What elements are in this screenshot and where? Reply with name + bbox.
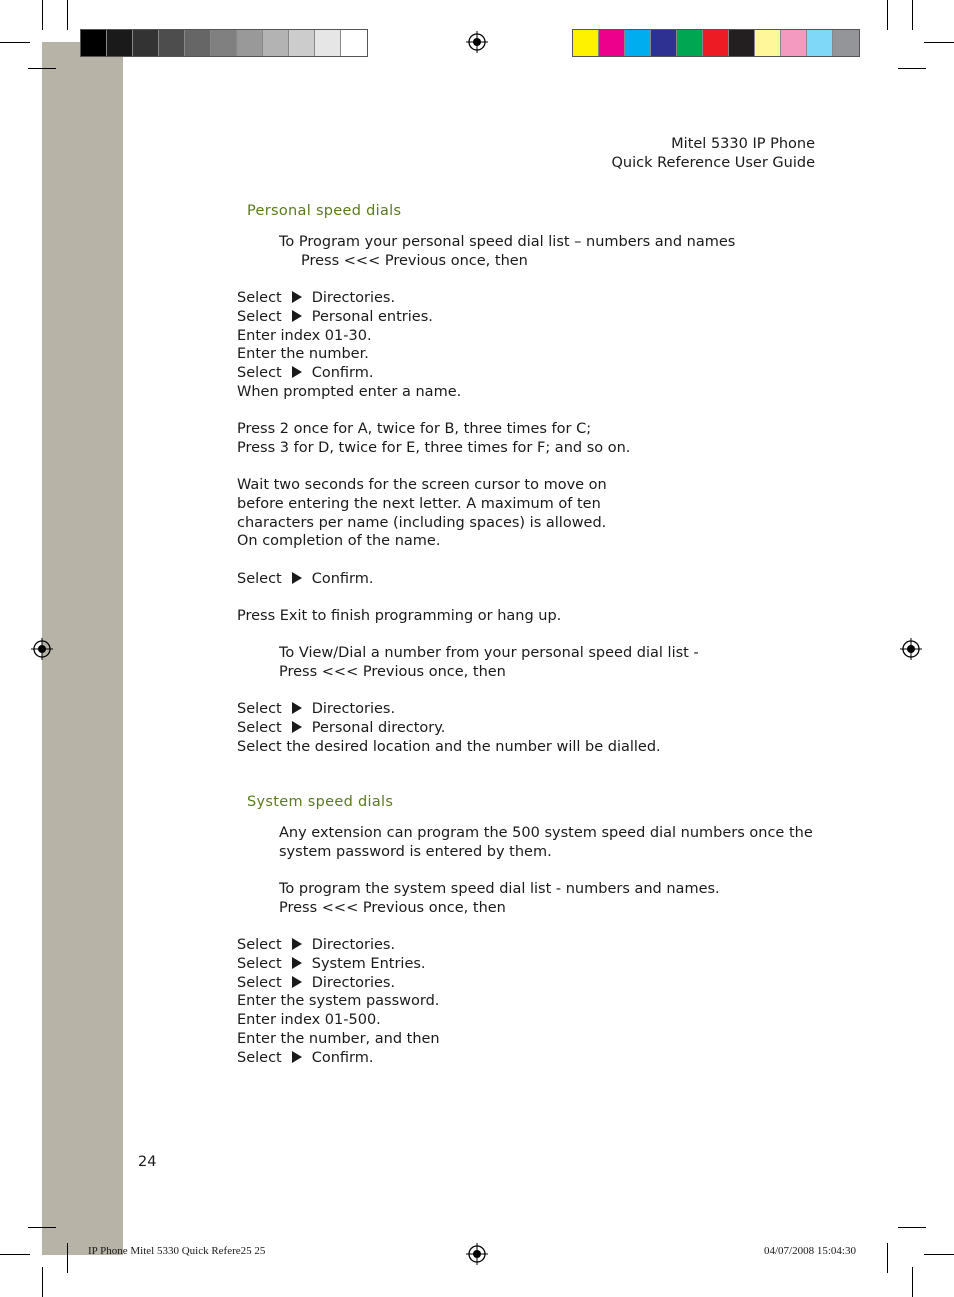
step-line bbox=[237, 1030, 440, 1049]
crop-mark bbox=[924, 1254, 954, 1255]
calibration-swatch bbox=[573, 30, 599, 56]
crop-mark bbox=[42, 0, 43, 30]
calibration-swatch bbox=[755, 30, 781, 56]
sidebar-strip bbox=[42, 42, 123, 1255]
wait-line: characters per name (including spaces) is allowed. bbox=[237, 515, 607, 531]
personal-speed-dials-heading: Personal speed dials bbox=[247, 203, 402, 219]
view-intro: To View/Dial a number from your personal speed dial list - bbox=[279, 645, 699, 661]
step-text: System Entries. bbox=[311, 955, 426, 972]
select-arrow-icon bbox=[292, 291, 302, 303]
calibration-swatch bbox=[833, 30, 859, 56]
step-line bbox=[237, 1049, 374, 1068]
calibration-swatch bbox=[133, 30, 159, 56]
step-line bbox=[237, 327, 372, 346]
step-line bbox=[237, 936, 395, 955]
calibration-swatch bbox=[107, 30, 133, 56]
system-program-line: To program the system speed dial list - numbers and names. bbox=[279, 881, 720, 897]
select-word: Select bbox=[237, 955, 282, 972]
select-arrow-icon bbox=[292, 938, 302, 950]
crop-mark bbox=[42, 1267, 43, 1297]
calibration-swatch bbox=[237, 30, 263, 56]
grayscale-calibration-strip bbox=[80, 29, 368, 57]
step-line bbox=[237, 364, 374, 383]
select-arrow-icon bbox=[292, 310, 302, 322]
select-arrow-icon bbox=[292, 572, 302, 584]
select-arrow-icon bbox=[292, 702, 302, 714]
select-word: Select bbox=[237, 290, 282, 306]
exit-line: Press Exit to finish programming or hang up. bbox=[237, 608, 562, 624]
confirm-step bbox=[237, 570, 374, 589]
step-text: Enter index 01-500. bbox=[237, 1012, 381, 1029]
step-line bbox=[237, 289, 395, 308]
step-text: Enter the number. bbox=[237, 346, 369, 363]
crop-mark bbox=[912, 0, 913, 30]
calibration-swatch bbox=[341, 30, 367, 56]
crop-mark bbox=[28, 1227, 56, 1228]
step-line bbox=[237, 383, 461, 402]
system-press-line: Press <<< Previous once, then bbox=[279, 900, 506, 916]
wait-line: On completion of the name. bbox=[237, 533, 441, 549]
step-line bbox=[237, 992, 439, 1011]
step-text: Directories. bbox=[311, 974, 396, 991]
print-slug-filename: IP Phone Mitel 5330 Quick Refere25 25 bbox=[88, 1245, 266, 1257]
calibration-swatch bbox=[211, 30, 237, 56]
calibration-swatch bbox=[263, 30, 289, 56]
registration-mark-icon bbox=[466, 31, 488, 53]
step-text: Directories. bbox=[311, 290, 396, 306]
crop-mark bbox=[28, 68, 56, 69]
crop-mark bbox=[924, 42, 954, 43]
print-slug-timestamp: 04/07/2008 15:04:30 bbox=[764, 1245, 856, 1257]
select-word: Select bbox=[237, 1049, 282, 1066]
calibration-swatch bbox=[729, 30, 755, 56]
select-arrow-icon bbox=[292, 976, 302, 988]
step-text: Enter index 01-30. bbox=[237, 327, 372, 344]
crop-mark bbox=[912, 1267, 913, 1297]
registration-mark-icon bbox=[466, 1243, 488, 1265]
calibration-swatch bbox=[159, 30, 185, 56]
calibration-swatch bbox=[781, 30, 807, 56]
wait-line: before entering the next letter. A maximum of ten bbox=[237, 496, 601, 512]
system-speed-dials-heading: System speed dials bbox=[247, 794, 394, 810]
select-word: Select bbox=[237, 937, 282, 953]
step-line bbox=[237, 308, 433, 327]
step-text: When prompted enter a name. bbox=[237, 384, 462, 400]
crop-mark bbox=[67, 1243, 68, 1273]
calibration-swatch bbox=[625, 30, 651, 56]
page-number: 24 bbox=[138, 1154, 157, 1170]
step-line bbox=[237, 719, 445, 738]
header-product: Mitel 5330 IP Phone bbox=[671, 136, 815, 152]
select-word: Select bbox=[237, 701, 282, 717]
registration-mark-icon bbox=[31, 638, 53, 660]
calibration-swatch bbox=[289, 30, 315, 56]
crop-mark bbox=[0, 42, 30, 43]
calibration-swatch bbox=[677, 30, 703, 56]
program-intro: To Program your personal speed dial list – numbers and names bbox=[279, 234, 736, 250]
select-arrow-icon bbox=[292, 366, 302, 378]
crop-mark bbox=[887, 1243, 888, 1273]
document-header bbox=[612, 135, 815, 173]
step-line bbox=[237, 738, 661, 757]
header-guide-title: Quick Reference User Guide bbox=[611, 155, 815, 171]
wait-line: Wait two seconds for the screen cursor to move on bbox=[237, 477, 607, 493]
step-line bbox=[237, 974, 395, 993]
crop-mark bbox=[898, 68, 926, 69]
calibration-swatch bbox=[599, 30, 625, 56]
step-text: Enter the number, and then bbox=[237, 1031, 440, 1047]
step-text: Confirm. bbox=[311, 1049, 374, 1066]
color-calibration-strip bbox=[572, 29, 860, 57]
step-text: Directories. bbox=[311, 701, 396, 717]
crop-mark bbox=[0, 1254, 30, 1255]
press-line: Press 3 for D, twice for E, three times for F; and so on. bbox=[237, 440, 631, 456]
step-text: Select the desired location and the number will be dialled. bbox=[237, 738, 661, 755]
step-line bbox=[237, 700, 395, 719]
crop-mark bbox=[887, 0, 888, 30]
select-word: Select bbox=[237, 365, 282, 382]
select-word: Select bbox=[237, 719, 282, 736]
program-press: Press <<< Previous once, then bbox=[301, 253, 528, 269]
calibration-swatch bbox=[807, 30, 833, 56]
step-line bbox=[237, 1011, 381, 1030]
step-line bbox=[237, 345, 369, 364]
view-press: Press <<< Previous once, then bbox=[279, 664, 506, 680]
step-text: Confirm. bbox=[311, 365, 374, 382]
step-line bbox=[237, 955, 426, 974]
calibration-swatch bbox=[81, 30, 107, 56]
system-intro: Any extension can program the 500 system speed dial numbers once the bbox=[279, 825, 813, 841]
step-text: Directories. bbox=[311, 937, 396, 953]
select-word: Select bbox=[237, 308, 282, 325]
calibration-swatch bbox=[185, 30, 211, 56]
step-text: Personal entries. bbox=[311, 308, 433, 325]
crop-mark bbox=[898, 1227, 926, 1228]
step-text: Enter the system password. bbox=[237, 993, 440, 1010]
select-word: Select bbox=[237, 974, 282, 991]
step-target: Confirm. bbox=[311, 571, 374, 587]
calibration-swatch bbox=[651, 30, 677, 56]
crop-mark bbox=[67, 0, 68, 30]
step-text: Personal directory. bbox=[311, 719, 446, 736]
registration-mark-icon bbox=[900, 638, 922, 660]
calibration-swatch bbox=[703, 30, 729, 56]
select-arrow-icon bbox=[292, 721, 302, 733]
select-arrow-icon bbox=[292, 1051, 302, 1063]
select-arrow-icon bbox=[292, 957, 302, 969]
select-word: Select bbox=[237, 571, 282, 587]
press-line: Press 2 once for A, twice for B, three times for C; bbox=[237, 421, 592, 437]
system-intro: system password is entered by them. bbox=[279, 844, 552, 860]
calibration-swatch bbox=[315, 30, 341, 56]
